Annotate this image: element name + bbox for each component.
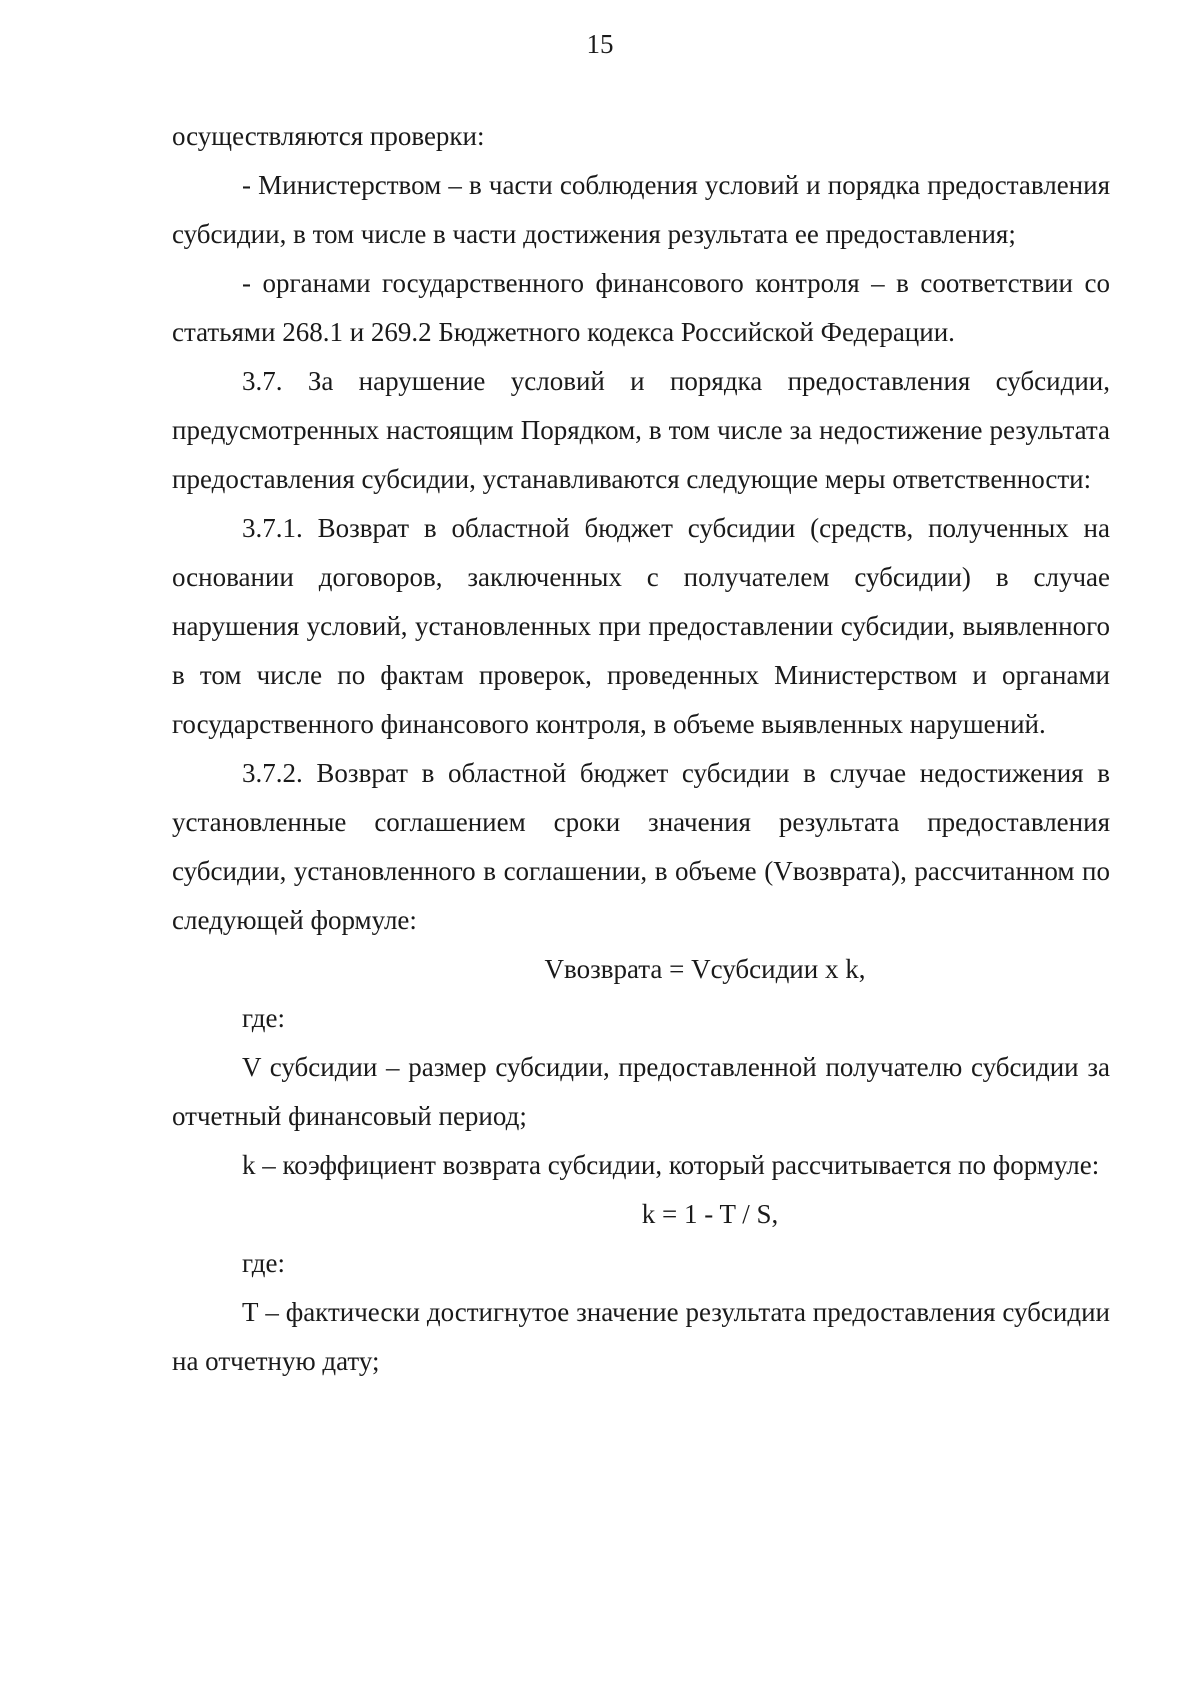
- paragraph-continuation: осуществляются проверки:: [172, 121, 485, 151]
- definition-t-actual-value: Т – фактически достигнутое значение результата предоставления субсидии на отчетную дату;: [172, 1297, 1110, 1376]
- paragraph-section-3-7-2: 3.7.2. Возврат в областной бюджет субсидии в случае недостижения в установленные соглашением сроки значения результата предоставления субсидии, установленного в соглашении, в объеме (Vвозврата), рассчитанном по следующей формуле:: [172, 758, 1110, 935]
- formula-k-coefficient: k = 1 - T / S,: [641, 1199, 779, 1229]
- document-body: [172, 112, 1110, 1386]
- page-number: 15: [586, 29, 614, 59]
- where-label-2: где:: [242, 1248, 285, 1278]
- paragraph-section-3-7-1: 3.7.1. Возврат в областной бюджет субсидии (средств, полученных на основании договоров, заключенных с получателем субсидии) в случае нарушения условий, установленных при предоставлении субсидии, выявленного в том числе по фактам проверок, проведенных Министерством и органами государственного финансового контроля, в объеме выявленных нарушений.: [172, 513, 1110, 739]
- paragraph-ministry-checks: - Министерством – в части соблюдения условий и порядка предоставления субсидии, в том числе в части достижения результата ее предоставления;: [172, 170, 1110, 249]
- definition-k-coefficient: k – коэффициент возврата субсидии, который рассчитывается по формуле:: [242, 1150, 1100, 1180]
- formula-return-volume: Vвозврата = Vсубсидии x k,: [544, 954, 866, 984]
- definition-v-subsidy: V субсидии – размер субсидии, предоставленной получателю субсидии за отчетный финансовый период;: [172, 1052, 1110, 1131]
- paragraph-state-control-checks: - органами государственного финансового контроля – в соответствии со статьями 268.1 и 269.2 Бюджетного кодекса Российской Федерации.: [172, 268, 1110, 347]
- where-label-1: где:: [242, 1003, 285, 1033]
- paragraph-section-3-7: 3.7. За нарушение условий и порядка предоставления субсидии, предусмотренных настоящим Порядком, в том числе за недостижение результата предоставления субсидии, устанавливаются следующие меры ответственности:: [172, 366, 1110, 494]
